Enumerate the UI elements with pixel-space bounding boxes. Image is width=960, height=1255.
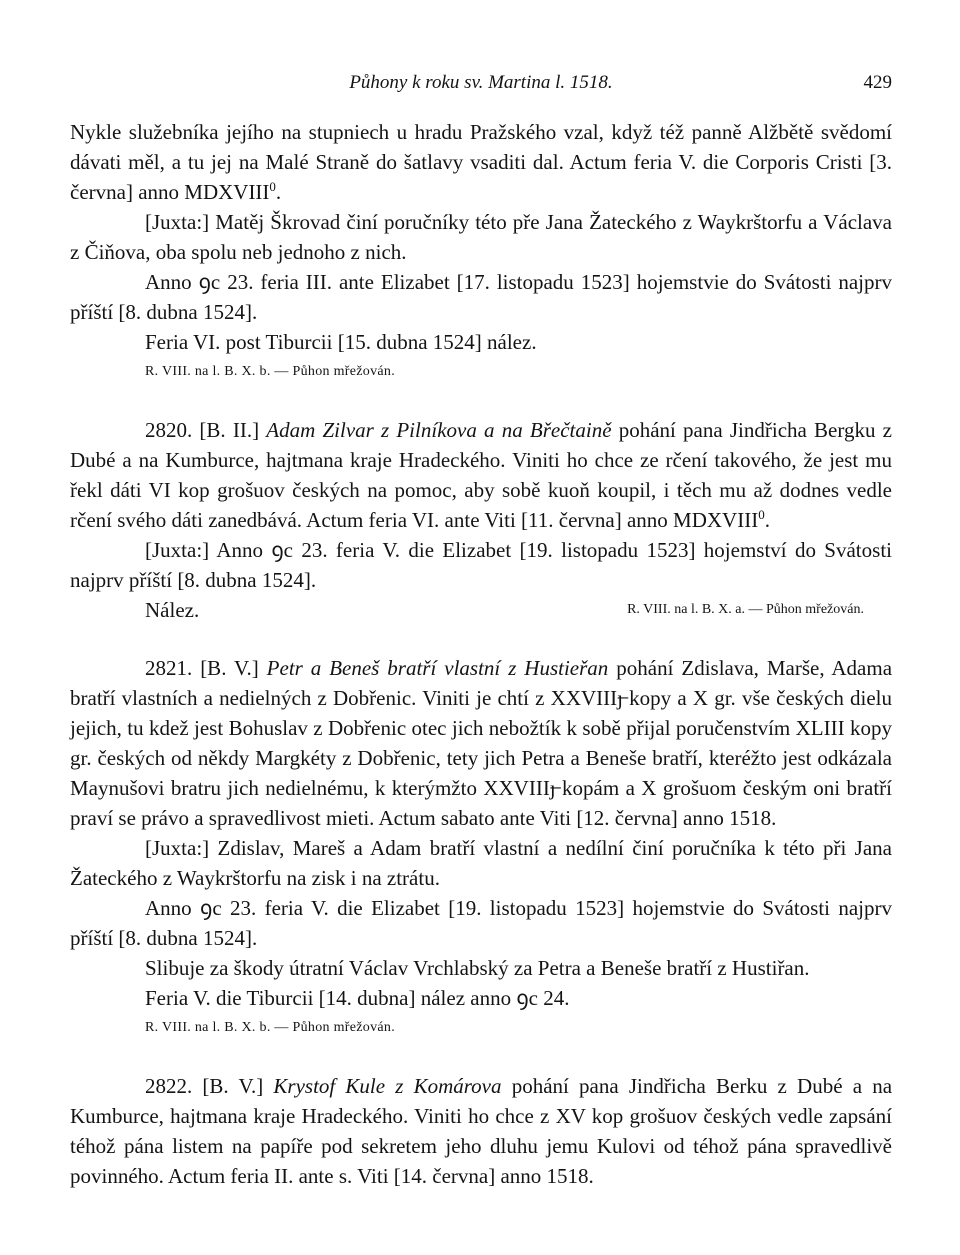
- paragraph: Feria V. die Tiburcii [14. dubna] nález anno ꝯc 24.: [145, 986, 570, 1010]
- paragraph: [Juxta:] Anno ꝯc 23. feria V. die Elizabet [19. listopadu 1523] hojemství do Svátosti najprv příští [8. dubna 1524].: [70, 538, 892, 592]
- paragraph: Nález. R. VIII. na l. B. X. a. — Půhon mřežován.: [70, 595, 892, 625]
- entry-2822: 2822. [B. V.] Krystof Kule z Komárova pohání pana Jindřicha Berku z Dubé a na Kumburce, hajtmana kraje Hradeckého. Viniti ho chce z XV kop grošuov českých vedle zapsání téhož pána listem na papíře pod sekretem jeho dluhu jemu Kulovi od téhož pána spravedlivě povinného. Actum feria II. ante s. Viti [14. června] anno 1518.: [70, 1074, 893, 1188]
- source-note: R. VIII. na l. B. X. b. — Půhon mřežován.: [145, 1020, 396, 1035]
- running-title: Půhony k roku sv. Martina l. 1518.: [349, 72, 613, 93]
- paragraph: Anno ꝯc 23. feria III. ante Elizabet [17. listopadu 1523] hojemstvie do Svátosti najprv příští [8. dubna 1524].: [70, 270, 892, 324]
- source-note: R. VIII. na l. B. X. b. — Půhon mřežován.: [145, 364, 396, 379]
- paragraph: Nykle služebníka jejího na stupniech u hradu Pražského vzal, když též panně Alžbětě svědomí dávati měl, a tu jej na Malé Straně do šatlavy vsaditi dal. Actum feria V. die Corporis Cristi [3. června] anno MDXVIII$^0$.: [70, 120, 892, 204]
- page-header: [70, 72, 892, 102]
- entry-plaintiff: Adam Zilvar z Pilníkova a na Břečtaině: [266, 418, 612, 442]
- paragraph: Anno ꝯc 23. feria V. die Elizabet [19. listopadu 1523] hojemstvie do Svátosti najprv příští [8. dubna 1524].: [70, 896, 892, 950]
- entry-2820: 2820. [B. II.] Adam Zilvar z Pilníkova a na Břečtaině pohání pana Jindřicha Bergku z Dubé a na Kumburce, hajtmana kraje Hradeckého. Viniti ho chce ze rčení takového, že jest mu řekl dáti VI kop grošuov českých na pomoc, aby sobě kuoň koupil, i těch mu až dodnes vedle rčení svého dáti zanedbává. Actum feria VI. ante Viti [11. června] anno MDXVIII$^0$.: [70, 418, 892, 532]
- entry-2821: 2821. [B. V.] Petr a Beneš bratří vlastní z Hustieřan pohání Zdislava, Marše, Adama bratří vlastních a nedielných z Dobřenic. Viniti je chtí z XXVIIIȷ̶ kopy a X gr. vše českých dielu jejich, tu kdež jest Bohuslav z Dobřenic otec jich nebožtík k sobě přijal poručenstvím XLIII kopy gr. českých od někdy Margkéty z Dobřenic, tety jich Petra a Beneše bratří, kteréžto jest odkázala Maynušovi bratru jich nedielnému, k kterýmžto XXVIIIȷ̶ kopám a X grošuom českým oni bratří praví se právo a spravedlivost mieti. Actum sabato ante Viti [12. června] anno 1518.: [70, 656, 893, 830]
- document-page: [70, 72, 892, 1191]
- entry-plaintiff: Krystof Kule z Komárova: [273, 1074, 502, 1098]
- page-number: 429: [863, 72, 892, 93]
- paragraph: [Juxta:] Zdislav, Mareš a Adam bratří vlastní a nedílní činí poručníka k této při Jana Žateckého z Waykrštorfu na zisk i na ztrátu.: [70, 836, 892, 890]
- entry-number: 2822. [B. V.]: [145, 1074, 264, 1098]
- paragraph: [Juxta:] Matěj Škrovad činí poručníky této pře Jana Žateckého z Waykrštorfu a Václava z Čiňova, oba spolu neb jednoho z nich.: [70, 210, 892, 264]
- paragraph: Slibuje za škody útratní Václav Vrchlabský za Petra a Beneše bratří z Hustiřan.: [145, 956, 810, 980]
- entry-plaintiff: Petr a Beneš bratří vlastní z Hustieřan: [266, 656, 609, 680]
- body-text: [70, 117, 892, 1191]
- source-note: R. VIII. na l. B. X. a. — Půhon mřežován.: [627, 602, 864, 617]
- entry-number: 2820. [B. II.]: [145, 418, 260, 442]
- entry-number: 2821. [B. V.]: [145, 656, 259, 680]
- paragraph: Feria VI. post Tiburcii [15. dubna 1524] nález.: [145, 330, 537, 354]
